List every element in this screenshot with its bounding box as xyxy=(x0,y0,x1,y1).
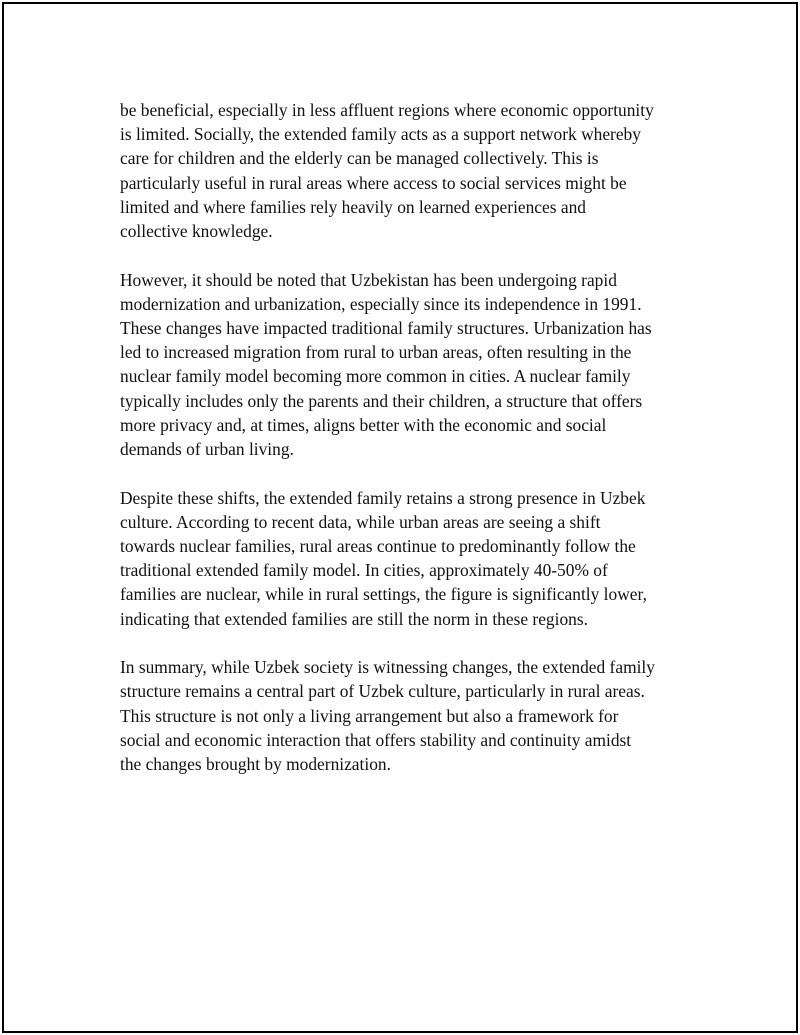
document-body xyxy=(120,98,692,801)
paragraph-modernization-urbanization: However, it should be noted that Uzbekistan has been undergoing rapid modernization and urbanization, especially since its independence in 1991. These changes have impacted traditional family structures. Urbanization has led to increased migration from rural to urban areas, often resulting in the nuclear family model becoming more common in cities. A nuclear family typically includes only the parents and their children, a structure that offers more privacy and, at times, aligns better with the economic and social demands of urban living. xyxy=(120,269,652,460)
paragraph-summary: In summary, while Uzbek society is witnessing changes, the extended family structure remains a central part of Uzbek culture, particularly in rural areas. This structure is not only a living arrangement but also a framework for social and economic interaction that offers stability and continuity amidst the changes brought by modernization. xyxy=(120,657,655,775)
paragraph-economic-social-support: be beneficial, especially in less affluent regions where economic opportunity is limited. Socially, the extended family acts as a support network whereby care for children and the elderly can be managed collectively. This is particularly useful in rural areas where access to social services might be limited and where families rely heavily on learned experiences and collective knowledge. xyxy=(120,100,654,242)
page-frame xyxy=(2,2,798,1033)
paragraph-extended-family-presence: Despite these shifts, the extended family retains a strong presence in Uzbek culture. According to recent data, while urban areas are seeing a shift towards nuclear families, rural areas continue to predominantly follow the traditional extended family model. In cities, approximately 40-50% of families are nuclear, while in rural settings, the figure is significantly lower, indicating that extended families are still the norm in these regions. xyxy=(120,487,647,629)
